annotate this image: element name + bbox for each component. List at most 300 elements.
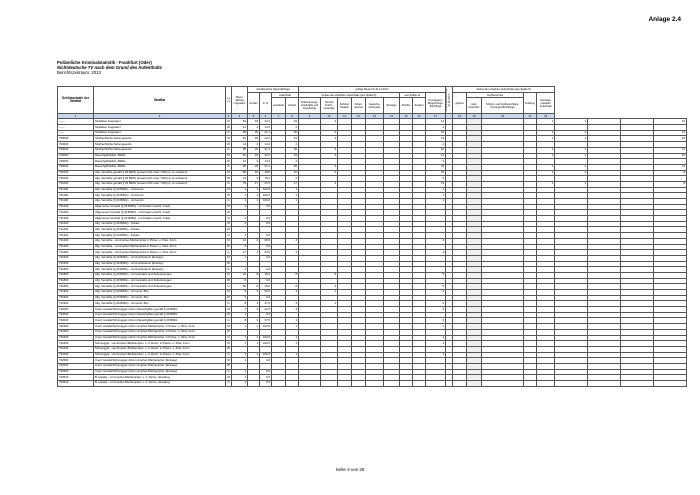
cell-schluessel: 731900	[58, 301, 94, 307]
cell-value: 4	[321, 136, 338, 142]
cell-sex: G	[227, 232, 230, 237]
cell-value: 100,0	[260, 352, 272, 358]
column-number: 14	[384, 114, 400, 119]
cell-sex: W	[227, 329, 230, 334]
table-row	[58, 381, 687, 387]
table-head	[58, 87, 687, 119]
cell-value: 1	[232, 187, 248, 193]
cell-schluessel: 731000	[58, 181, 94, 187]
cell-value: 1	[248, 193, 260, 199]
cell-straftat: Allg. Verstöße - mit Amphet./Methamphet.in Pulver- o. flüss. Form	[94, 250, 226, 256]
cell-value: 4	[248, 238, 260, 244]
cell-value: 1	[248, 324, 260, 330]
cell-sex: G	[227, 369, 230, 374]
cell-sex: G	[227, 266, 230, 271]
cell-schluessel: 731200	[58, 216, 94, 222]
cell-straftat: Straftaten insgesamt	[94, 130, 226, 136]
cell-schluessel: 731200	[58, 210, 94, 216]
cell-value: 4	[286, 238, 299, 244]
cell-schluessel: 731500	[58, 267, 94, 273]
cell-schluessel: 731202	[58, 233, 94, 239]
cell-schluessel: 731100	[58, 199, 94, 205]
head-gewerbe: Gewerbe-treibender	[366, 98, 384, 114]
cell-straftat: Rauschgiftdelikte -BtMG-	[94, 159, 226, 165]
cell-value	[426, 381, 446, 387]
cell-value: 60,0	[260, 290, 272, 296]
cell-value: 0,0	[260, 278, 272, 284]
cell-sex: M	[227, 153, 230, 157]
cell-schluessel: 731800	[58, 272, 94, 278]
cell-value: 20	[248, 147, 260, 153]
cell-value: 1	[555, 130, 588, 136]
cell-value: 20	[248, 130, 260, 136]
cell-value: 20	[286, 164, 299, 170]
head-schueler: Schüler/ Student	[338, 98, 352, 114]
cell-value: 1	[426, 193, 446, 199]
cell-value: 1	[232, 375, 248, 381]
head-unerlaubt: unerlaubt	[272, 98, 286, 114]
cell-value: 4	[426, 250, 446, 256]
cell-value: 14	[426, 119, 446, 125]
cell-value: 1	[248, 352, 260, 358]
cell-sex: M	[227, 306, 230, 311]
column-number: 8	[286, 114, 299, 119]
cell-value: 18,2	[260, 272, 272, 278]
cell-value	[299, 381, 321, 387]
column-number: 21	[524, 114, 537, 119]
cell-value: 2	[426, 125, 446, 131]
cell-sex: M	[227, 204, 230, 209]
cell-schluessel: 731202	[58, 227, 94, 233]
cell-value: 1	[232, 193, 248, 199]
cell-value: 1	[426, 335, 446, 341]
cell-straftat: Allgemeiner Verstoß (§ 29 BtMG) - mit Kokain einschl. Crack	[94, 204, 226, 210]
cell-value	[384, 381, 400, 387]
cell-value: 0,0	[260, 375, 272, 381]
cell-sex: M	[227, 170, 230, 175]
cell-value: 3	[232, 244, 248, 250]
cell-value	[286, 381, 299, 387]
cell-value: 2	[248, 176, 260, 182]
cell-sex: G	[227, 283, 230, 288]
cell-value: 1	[555, 181, 588, 187]
head-schutz: Schutz- und Asylberechtigte, Kontingentflüchtlinge	[482, 98, 524, 114]
cell-value: 1	[232, 352, 248, 358]
head-aus-spalte: aus Spalte 11	[400, 92, 426, 98]
cell-value: 4	[321, 153, 338, 159]
cell-straftat: Allg. Verstöße (§ 29 BtMG) - Kokain	[94, 227, 226, 233]
cell-value: 1	[248, 199, 260, 205]
cell-sex: W	[227, 141, 230, 146]
report-period: Berichtszeitraum: 2013	[57, 70, 101, 76]
cell-straftat: Rauschgiftdelikte -BtMG-	[94, 164, 226, 170]
cell-schluessel: 730000	[58, 153, 94, 159]
cell-straftat: Allg. Verstöße (§ 29 BtMG) - mit Heroin	[94, 199, 226, 205]
cell-value: 14	[232, 142, 248, 148]
column-number: 16	[413, 114, 426, 119]
cell-value: 16	[426, 164, 446, 170]
cell-sex: W	[227, 312, 230, 317]
cell-straftat: Unerl. Handel/Schmuggel mit/von Amphet./Methamphet. in Pulver- o. flüss. Form	[94, 329, 226, 335]
cell-value: 1	[286, 187, 299, 193]
cell-value: 10	[654, 119, 687, 125]
head-schluessel: Schlüsselzahl der Straftat	[58, 87, 94, 114]
cell-schluessel: ------	[58, 125, 94, 131]
cell-schluessel: 731400	[58, 244, 94, 250]
cell-value: 1	[426, 199, 446, 205]
head-sex: s e x u	[226, 87, 232, 114]
column-number: 18	[453, 114, 467, 119]
cell-straftat: B. Handel - mit Amphet./Methamphet. u. d. Derive. (Ecstasy)	[94, 381, 226, 387]
cell-value: 0,0	[260, 233, 272, 239]
cell-straftat: Allg. Verstöße (§ 29 BtMG) - mit Cannabis und Zubereitungen	[94, 278, 226, 284]
cell-value: 1	[286, 193, 299, 199]
cell-straftat: Allg. Verstöße (§ 29 BtMG) - mit Heroin	[94, 187, 226, 193]
column-number: 2	[94, 114, 226, 119]
cell-value: 16	[426, 147, 446, 153]
cell-value: 1	[286, 324, 299, 330]
cell-value: 2	[426, 290, 446, 296]
cell-value: 5	[232, 290, 248, 296]
cell-value: 4	[248, 250, 260, 256]
cell-value: 50	[232, 284, 248, 290]
cell-value: 11	[654, 164, 687, 170]
cell-value: 1	[232, 255, 248, 261]
cell-sex: M	[227, 118, 230, 123]
cell-schluessel: 732400	[58, 324, 94, 330]
cell-straftat: Allg. Verstöße (§ 29 BtMG) - Kokain	[94, 233, 226, 239]
cell-sex: M	[227, 135, 230, 140]
cell-value: 86	[232, 170, 248, 176]
cell-schluessel: ------	[58, 119, 94, 125]
cell-straftat: Schmuggel - von Amphet./Methamphet. u. d. Derivr. in Pulver- o. flüss. Form	[94, 352, 226, 358]
cell-value: 1	[286, 199, 299, 205]
cell-value: 1	[232, 312, 248, 318]
cell-value: 2	[232, 216, 248, 222]
cell-straftat: Allg. Verstöße (§ 29 BtMG) - Kokain	[94, 221, 226, 227]
cell-straftat: Strafrechtliche Nebengesetze	[94, 136, 226, 142]
cell-value: 23,5	[260, 250, 272, 256]
cell-schluessel: 731000	[58, 170, 94, 176]
cell-value: 5	[426, 272, 446, 278]
cell-sex: M	[227, 340, 230, 345]
head-anzahl: Anzahl	[248, 92, 260, 114]
cell-value: 14,3	[260, 159, 272, 165]
cell-value: 22,2	[260, 153, 272, 159]
column-number: 22	[537, 114, 555, 119]
cell-value: 3	[286, 301, 299, 307]
cell-value: 14,3	[260, 125, 272, 131]
head-erlaubt: erlaubt	[286, 98, 299, 114]
cell-straftat: Schmuggel - von Amphet./Methamphet. u. d. Derivr. in Pulver- o. flüss. Form	[94, 346, 226, 352]
cell-value: 1	[555, 153, 588, 159]
cell-straftat: Unerl. Handel/Schmuggel mit/von Rauschgiften gemäß § 29 BtMG	[94, 307, 226, 313]
column-number: 20	[482, 114, 524, 119]
cell-sex: W	[227, 346, 230, 351]
cell-value: 1	[555, 147, 588, 153]
cell-value: 37,5	[260, 318, 272, 324]
cell-value	[588, 381, 621, 387]
cell-value: 2	[426, 301, 446, 307]
cell-value: 2	[232, 204, 248, 210]
column-number: 6	[260, 114, 272, 119]
cell-value	[321, 381, 338, 387]
cell-schluessel: 732510	[58, 375, 94, 381]
cell-value: 8	[232, 301, 248, 307]
column-number: 3	[226, 114, 232, 119]
cell-value: 4	[321, 119, 338, 125]
cell-sex: G	[227, 300, 230, 305]
cell-value	[654, 381, 687, 387]
cell-value: 18	[248, 119, 260, 125]
cell-schluessel: 731900	[58, 290, 94, 296]
cell-value	[555, 381, 588, 387]
cell-straftat: Unerl. Handel/Schmuggel mit/von Rauschgiften gemäß § 29 BtMG	[94, 312, 226, 318]
cell-straftat: Allgemeiner Verstoß (§ 29 BtMG) - mit Kokain einschl. Crack	[94, 216, 226, 222]
cell-sex: G	[227, 215, 230, 220]
cell-schluessel: 731202	[58, 221, 94, 227]
cell-sex: G	[227, 249, 230, 254]
cell-value: 8	[248, 272, 260, 278]
column-number: 17	[426, 114, 446, 119]
cell-value: 44	[232, 272, 248, 278]
cell-sex: M	[227, 221, 230, 226]
cell-straftat: Allg. Verstöße (§ 29 BtMG) - mit sonst. Btm	[94, 301, 226, 307]
cell-straftat: Straftaten insgesamt	[94, 125, 226, 131]
cell-value: 1	[555, 119, 588, 125]
cell-value: 4	[321, 164, 338, 170]
head-kontingent: Kontingent-/ Bürgerkriegs-flüchtlinge	[426, 92, 446, 114]
cell-value: 8	[286, 272, 299, 278]
cell-value: 3	[248, 301, 260, 307]
head-tourist: Tourist/ Durch-reisender	[321, 98, 338, 114]
cell-value: 100,0	[260, 341, 272, 347]
cell-schluessel: 732000	[58, 312, 94, 318]
cell-value: 100,0	[260, 335, 272, 341]
cell-value: 2	[426, 142, 446, 148]
cell-value: 1	[232, 199, 248, 205]
cell-value: 1	[232, 335, 248, 341]
cell-schluessel: 731500	[58, 255, 94, 261]
cell-value: 1	[537, 170, 555, 176]
cell-value: 15,4	[260, 176, 272, 182]
cell-straftat: Schmuggel - von Amphet./Methamphet. u. d. Derivr. in Pulver- o. flüss. Form	[94, 341, 226, 347]
cell-straftat: Rauschgiftdelikte -BtMG-	[94, 153, 226, 159]
cell-straftat: Allg. Verstöße gemäß § 29 BtMG (soweit nicht unter 7340 pp. zu erfassen)	[94, 170, 226, 176]
cell-value	[482, 381, 524, 387]
cell-value: 2	[232, 233, 248, 239]
cell-value: 14	[426, 153, 446, 159]
cell-value	[413, 381, 426, 387]
column-number: 4	[232, 114, 248, 119]
cell-value: 1	[286, 335, 299, 341]
cell-schluessel: 700000	[58, 136, 94, 142]
cell-value: 4	[321, 130, 338, 136]
column-number: 13	[366, 114, 384, 119]
cell-straftat: Allg. Verstöße (§ 29 BtMG) - mit sonst. Btm	[94, 295, 226, 301]
column-number: 11	[338, 114, 352, 119]
report-title: Polizeiliche Kriminalstatistik - Frankfurt (Oder)	[57, 60, 152, 65]
cell-value: 20	[286, 147, 299, 153]
cell-value: 95	[232, 147, 248, 153]
cell-value: 21,1	[260, 164, 272, 170]
cell-straftat: Strafrechtliche Nebengesetze	[94, 142, 226, 148]
cell-value: 0,0	[260, 381, 272, 387]
cell-value: 3	[248, 307, 260, 313]
head-vert	[446, 87, 453, 114]
cell-value: 14	[426, 136, 446, 142]
cell-value: 21,5	[260, 181, 272, 187]
cell-value: 28,6	[260, 238, 272, 244]
cell-value: 16,0	[260, 284, 272, 290]
cell-value: 11	[654, 147, 687, 153]
cell-sex: G	[227, 181, 230, 186]
cell-sex: G	[227, 164, 230, 169]
column-number: 10	[321, 114, 338, 119]
cell-schluessel: 732500	[58, 358, 94, 364]
cell-value: 0,0	[260, 267, 272, 273]
cell-sex: M	[227, 357, 230, 362]
cell-value: 2	[248, 142, 260, 148]
cell-value: 3	[321, 272, 338, 278]
cell-straftat: Unerl. Handel/Schmuggel mit/von Amphet./Methamphet. in Pulver- o. flüss. Form	[94, 335, 226, 341]
cell-value: 1	[426, 352, 446, 358]
head-aufenthalt: Aufenthalt	[272, 92, 299, 98]
head-arbeit: Arbeit-nehmer	[352, 98, 366, 114]
table-body	[58, 119, 687, 386]
cell-value: 81	[232, 153, 248, 159]
cell-straftat: Allg. Verstöße (§ 29 BtMG) - mit Amphetamin (Ecstasy)	[94, 255, 226, 261]
cell-sex: G	[227, 352, 230, 357]
cell-value: 0,0	[260, 204, 272, 210]
head-tv: Tatver-dächtig insgesamt	[232, 87, 248, 114]
cell-schluessel: 730000	[58, 159, 94, 165]
cell-value	[446, 381, 453, 387]
cell-value: 3	[232, 295, 248, 301]
cell-value: 3	[321, 284, 338, 290]
cell-value: 2	[232, 221, 248, 227]
cell-value: 1	[426, 187, 446, 193]
cell-sex: W	[227, 124, 230, 129]
head-asylbewerber: Asyl-bewerber	[467, 98, 482, 114]
cell-schluessel: 732430	[58, 341, 94, 347]
cell-sex: W	[227, 226, 230, 231]
cell-value: 3	[286, 290, 299, 296]
cell-schluessel: 732510	[58, 381, 94, 387]
cell-value: 13	[232, 176, 248, 182]
cell-value: 16	[248, 170, 260, 176]
cell-sex: W	[227, 192, 230, 197]
cell-straftat: Allgemeiner Verstoß (§ 29 BtMG) - mit Kokain einschl. Crack	[94, 210, 226, 216]
column-number: 9	[299, 114, 321, 119]
cell-value: 100,0	[260, 193, 272, 199]
cell-schluessel: 732500	[58, 369, 94, 375]
cell-schluessel: 731500	[58, 261, 94, 267]
head-schueler2: Schüler	[400, 98, 413, 114]
cell-value: 21,1	[260, 147, 272, 153]
cell-value: 0,0	[260, 216, 272, 222]
cell-value: 42,9	[260, 307, 272, 313]
cell-value: 2	[426, 176, 446, 182]
cell-value: 81	[232, 136, 248, 142]
cell-schluessel: 731100	[58, 187, 94, 193]
cell-straftat: Allg. Verstöße (§ 29 BtMG) - mit sonst. Btm	[94, 290, 226, 296]
cell-value: 1	[286, 352, 299, 358]
cell-value: 1	[537, 153, 555, 159]
cell-value: 1	[537, 130, 555, 136]
cell-value: 1	[537, 147, 555, 153]
statistics-table	[57, 86, 687, 387]
cell-value: 1	[555, 136, 588, 142]
cell-value: 19	[286, 119, 299, 125]
cell-value: 8	[232, 318, 248, 324]
head-gesamt: gesamt	[453, 92, 467, 114]
head-duldung: Duldung	[524, 92, 537, 114]
cell-straftat: Allg. Verstöße - mit Amphet./Methamphet.in Pulver- o. flüss. Form	[94, 244, 226, 250]
report-header	[57, 60, 162, 76]
cell-sex: G	[227, 317, 230, 322]
column-number: 12	[352, 114, 366, 119]
cell-value: 0,0	[260, 295, 272, 301]
cell-sex: M	[227, 323, 230, 328]
cell-value	[453, 381, 467, 387]
cell-straftat: Allg. Verstöße - mit Amphet./Methamphet.in Pulver- o. flüss. Form	[94, 238, 226, 244]
cell-value: 1	[555, 164, 588, 170]
cell-value: 100,0	[260, 187, 272, 193]
cell-schluessel: ------	[58, 130, 94, 136]
cell-value: 2	[286, 142, 299, 148]
cell-value	[272, 381, 286, 387]
cell-straftat: Allg. Verstöße gemäß § 29 BtMG (soweit nicht unter 7340 pp. zu erfassen)	[94, 181, 226, 187]
cell-value: 22,2	[260, 136, 272, 142]
cell-straftat: Unerl. Handel/Schmuggel mit/von Amphet./Methamphet. (Ecstasy)	[94, 369, 226, 375]
cell-value: 10	[654, 153, 687, 159]
cell-value: 14	[232, 238, 248, 244]
cell-value: 21,1	[260, 130, 272, 136]
cell-value: 0,0	[260, 255, 272, 261]
cell-value: 1	[286, 341, 299, 347]
cell-schluessel: 732400	[58, 335, 94, 341]
cell-value: 17	[286, 181, 299, 187]
cell-value: 10	[426, 170, 446, 176]
cell-value: 95	[232, 130, 248, 136]
cell-value: 81	[232, 119, 248, 125]
cell-sex: G	[227, 198, 230, 203]
cell-value: 1	[537, 164, 555, 170]
head-status: Status des erlaubten Aufenthalts (aus Spalte 8)	[453, 87, 555, 93]
cell-straftat: Allg. Verstöße (§ 29 BtMG) - mit Amphetamin (Ecstasy)	[94, 261, 226, 267]
cell-schluessel: 732000	[58, 307, 94, 313]
cell-value: 14	[232, 125, 248, 131]
cell-value: 2	[286, 159, 299, 165]
column-number: 1	[58, 114, 94, 119]
cell-value: 1	[321, 301, 338, 307]
cell-straftat: Unerl. Handel/Schmuggel mit/von Rauschgiften gemäß § 29 BtMG	[94, 318, 226, 324]
cell-value: 2	[286, 125, 299, 131]
cell-value: 1	[232, 381, 248, 387]
cell-value: 1	[232, 267, 248, 273]
cell-value	[524, 381, 537, 387]
cell-value: 8	[654, 170, 687, 176]
cell-sex: M	[227, 289, 230, 294]
cell-value	[248, 381, 260, 387]
cell-schluessel: 731900	[58, 295, 94, 301]
cell-schluessel: 731400	[58, 238, 94, 244]
cell-value: 0,0	[260, 221, 272, 227]
cell-value: 3	[286, 307, 299, 313]
cell-value: 22,2	[260, 119, 272, 125]
cell-value: 1	[555, 170, 588, 176]
